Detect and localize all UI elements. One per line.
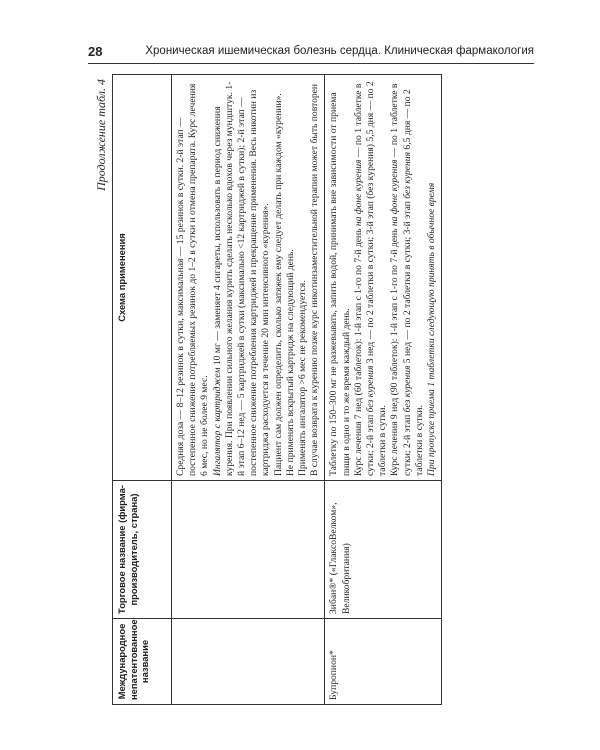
scheme-paragraph: Ингалятор с картриджем 10 мг — заменяет 4 сигареты, использовать в период снижения курения. При появлении сильного желания курить сделать несколько вдохов через мундштук. 1-й этап 6–12 нед — 5 картриджей в сутки (максимально <12 картриджей в сутки); 2-й этап — постепенное снижение потребления картриджей и прекращение применения. Весь никотин из картриджа расходуется в течение 20 мин интенсивного «курения». [211,81,272,476]
cell-inn: Бупропион* [325,619,442,705]
scheme-paragraph: Средняя доза — 8–12 резинок в сутки, максимальная — 15 резинок в сутки. 2-й этап — постепенное снижение потребляемых резинок до 1–2 в сутки и отмена препарата. Курс лечения 6 мес, но не более 9 мес. [175,83,211,476]
rotated-table-page [94,75,521,705]
drug-table [112,74,442,705]
cell-scheme [172,75,325,481]
scheme-paragraph: Курс лечения 7 нед (60 таблеток): 1-й этап с 1-го по 7-й день на фоне курения — по 1 таблетке в сутки; 2-й этап без курения 3 нед — по 2 таблетки в сутки; 3-й этап (без курения) 5,5 дня — по 2 таблетки в сутки. [352,81,389,476]
page-header [88,44,534,64]
scheme-paragraph: Пациент сам должен определить, сколько затяжек ему следует делать при каждом «курении». [272,93,284,476]
table-header-row [113,75,172,705]
cell-scheme [325,75,442,481]
table-row [325,75,442,705]
scheme-paragraph: Курс лечения 9 нед (90 таблеток): 1-й этап с 1-го по 7-й день на фоне курения — по 1 таблетке в сутки; 2-й этап без курения 5 нед — по 2 таблетки в сутки; 3-й этап без курения 6,5 дня — по 2 таблетки в сутки. [389,83,425,476]
continuation-label: Продолжение табл. 4 [94,79,108,191]
scheme-paragraph: При пропуске приема 1 таблетки следующую принять в обычное время [426,182,438,476]
scheme-paragraph: В случае возврата к курению позже курс никотинзаместительной терапии может быть повторен [309,83,321,476]
scheme-paragraph: Таблетку по 150–300 мг не разжевывать, запить водой, принимать вне зависимости от приема пищи в одно и то же время каждый день. [328,92,352,476]
header-trade-name: Торговое название (фирма-производитель, страна) [113,481,172,619]
cell-trade-name: Зибан®* («ГлаксоВелком», Великобритания) [325,481,442,619]
table-row [172,75,325,705]
cell-inn [172,619,325,705]
running-title: Хроническая ишемическая болезнь сердца. Клиническая фармакология [145,45,534,57]
scheme-paragraph: Не применять вскрытый картридж на следующий день. [284,249,296,476]
page-number: 28 [88,44,103,59]
header-inn: Международное непатентованное название [113,619,172,705]
header-rule [88,63,534,64]
cell-trade-name [172,481,325,619]
header-scheme: Схема применения [113,75,172,481]
scheme-paragraph: Применять ингалятор >6 мес не рекомендуется. [297,280,309,476]
